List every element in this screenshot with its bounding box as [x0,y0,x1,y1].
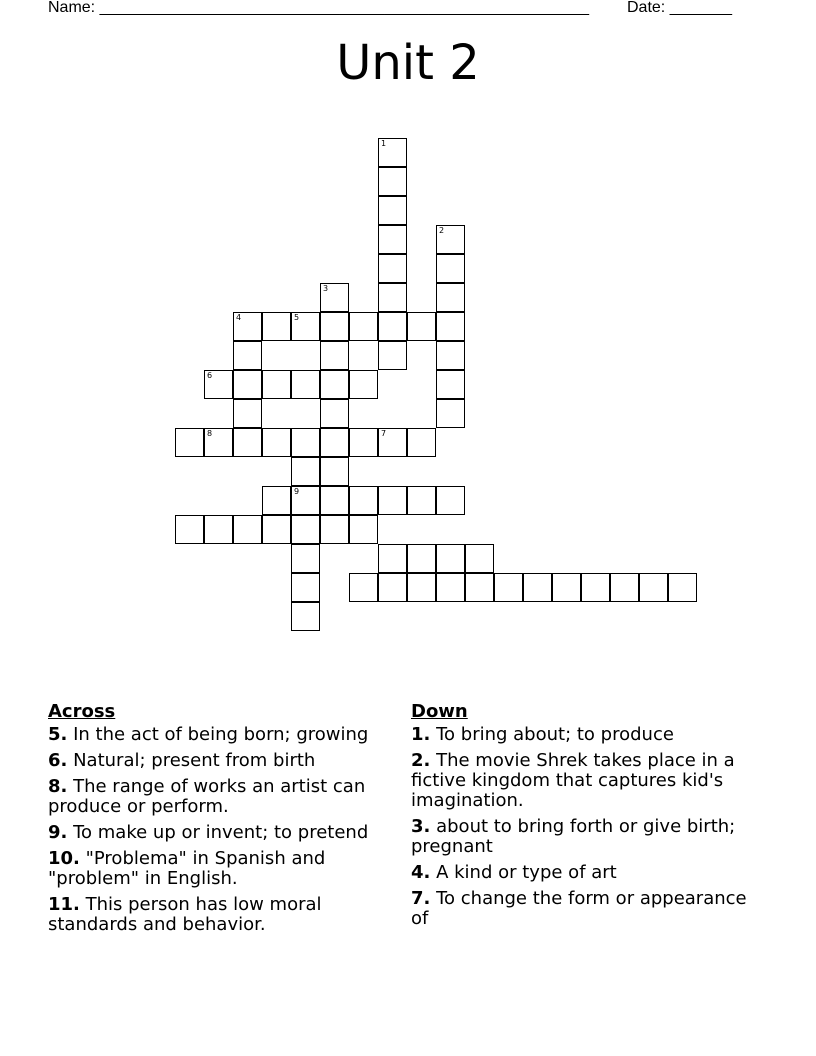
clue-down-4: 4. A kind or type of art [411,862,617,883]
grid-cell[interactable] [436,544,465,573]
grid-cell[interactable] [436,341,465,370]
grid-cell[interactable] [378,573,407,602]
grid-cell[interactable] [378,312,407,341]
grid-cell[interactable] [233,428,262,457]
clue-number: 7 [381,429,387,438]
across-clues [48,700,393,941]
grid-cell[interactable] [378,486,407,515]
grid-cell[interactable] [233,312,262,341]
grid-cell[interactable] [436,573,465,602]
grid-cell[interactable] [465,544,494,573]
grid-cell[interactable] [436,370,465,399]
clue-number: 2 [439,226,445,235]
name-line: Name: _______________________________________________________ [48,0,589,16]
grid-cell[interactable] [407,486,436,515]
grid-cell[interactable] [378,283,407,312]
grid-cell[interactable] [436,399,465,428]
grid-cell[interactable] [233,370,262,399]
clue-number: 9 [294,487,300,496]
grid-cell[interactable] [436,486,465,515]
grid-cell[interactable] [262,312,291,341]
grid-cell[interactable] [204,428,233,457]
grid-cell[interactable] [320,515,349,544]
grid-cell[interactable] [639,573,668,602]
grid-cell[interactable] [378,225,407,254]
grid-cell[interactable] [320,457,349,486]
grid-cell[interactable] [610,573,639,602]
clue-across-5: 5. In the act of being born; growing [48,724,369,745]
grid-cell[interactable] [436,312,465,341]
grid-cell[interactable] [175,428,204,457]
grid-cell[interactable] [436,254,465,283]
grid-cell[interactable] [291,573,320,602]
grid-cell[interactable] [407,428,436,457]
grid-cell[interactable] [465,573,494,602]
grid-cell[interactable] [378,544,407,573]
clue-down-2: 2. The movie Shrek takes place in a fictive kingdom that captures kid's imagination. [411,750,735,811]
grid-cell[interactable] [262,515,291,544]
grid-cell[interactable] [378,254,407,283]
grid-cell[interactable] [262,486,291,515]
grid-cell[interactable] [175,515,204,544]
clue-number: 1 [381,139,387,148]
grid-cell[interactable] [291,312,320,341]
grid-cell[interactable] [349,515,378,544]
grid-cell[interactable] [320,370,349,399]
grid-cell[interactable] [320,399,349,428]
grid-cell[interactable] [436,283,465,312]
clue-number: 5 [294,313,300,322]
grid-cell[interactable] [291,602,320,631]
clue-number: 8 [207,429,213,438]
grid-cell[interactable] [378,428,407,457]
grid-cell[interactable] [262,428,291,457]
grid-cell[interactable] [349,370,378,399]
clue-down-7: 7. To change the form or appearance of [411,888,747,929]
grid-cell[interactable] [291,370,320,399]
grid-cell[interactable] [320,312,349,341]
grid-cell[interactable] [320,486,349,515]
clue-down-3: 3. about to bring forth or give birth; pregnant [411,816,736,857]
grid-cell[interactable] [581,573,610,602]
across-heading: Across [48,701,116,722]
grid-cell[interactable] [378,196,407,225]
grid-cell[interactable] [349,486,378,515]
clue-across-9: 9. To make up or invent; to pretend [48,822,369,843]
clue-across-10: 10. "Problema" in Spanish and "problem" in English. [48,848,326,889]
down-heading: Down [411,701,468,722]
grid-cell[interactable] [349,573,378,602]
clue-number: 6 [207,371,213,380]
grid-cell[interactable] [233,341,262,370]
grid-cell[interactable] [407,312,436,341]
clue-number: 4 [236,313,242,322]
grid-cell[interactable] [291,544,320,573]
grid-cell[interactable] [291,486,320,515]
clue-across-6: 6. Natural; present from birth [48,750,316,771]
grid-cell[interactable] [204,370,233,399]
clue-down-1: 1. To bring about; to produce [411,724,674,745]
grid-cell[interactable] [262,370,291,399]
grid-cell[interactable] [233,399,262,428]
grid-cell[interactable] [436,225,465,254]
grid-cell[interactable] [378,341,407,370]
page-title: Unit 2 [336,35,480,91]
grid-cell[interactable] [320,341,349,370]
grid-cell[interactable] [407,544,436,573]
grid-cell[interactable] [378,138,407,167]
grid-cell[interactable] [552,573,581,602]
clue-across-11: 11. This person has low moral standards and behavior. [48,894,322,935]
grid-cell[interactable] [204,515,233,544]
grid-cell[interactable] [378,167,407,196]
grid-cell[interactable] [668,573,697,602]
grid-cell[interactable] [523,573,552,602]
grid-cell[interactable] [291,457,320,486]
grid-cell[interactable] [291,515,320,544]
date-line: Date: _______ [627,0,732,16]
grid-cell[interactable] [320,283,349,312]
clue-number: 3 [323,284,329,293]
grid-cell[interactable] [320,428,349,457]
clue-across-8: 8. The range of works an artist can produce or perform. [48,776,366,817]
grid-cell[interactable] [233,515,262,544]
grid-cell[interactable] [407,573,436,602]
down-clues [411,700,756,935]
grid-cell[interactable] [494,573,523,602]
grid-cell[interactable] [291,428,320,457]
grid-cell[interactable] [349,312,378,341]
grid-cell[interactable] [349,428,378,457]
